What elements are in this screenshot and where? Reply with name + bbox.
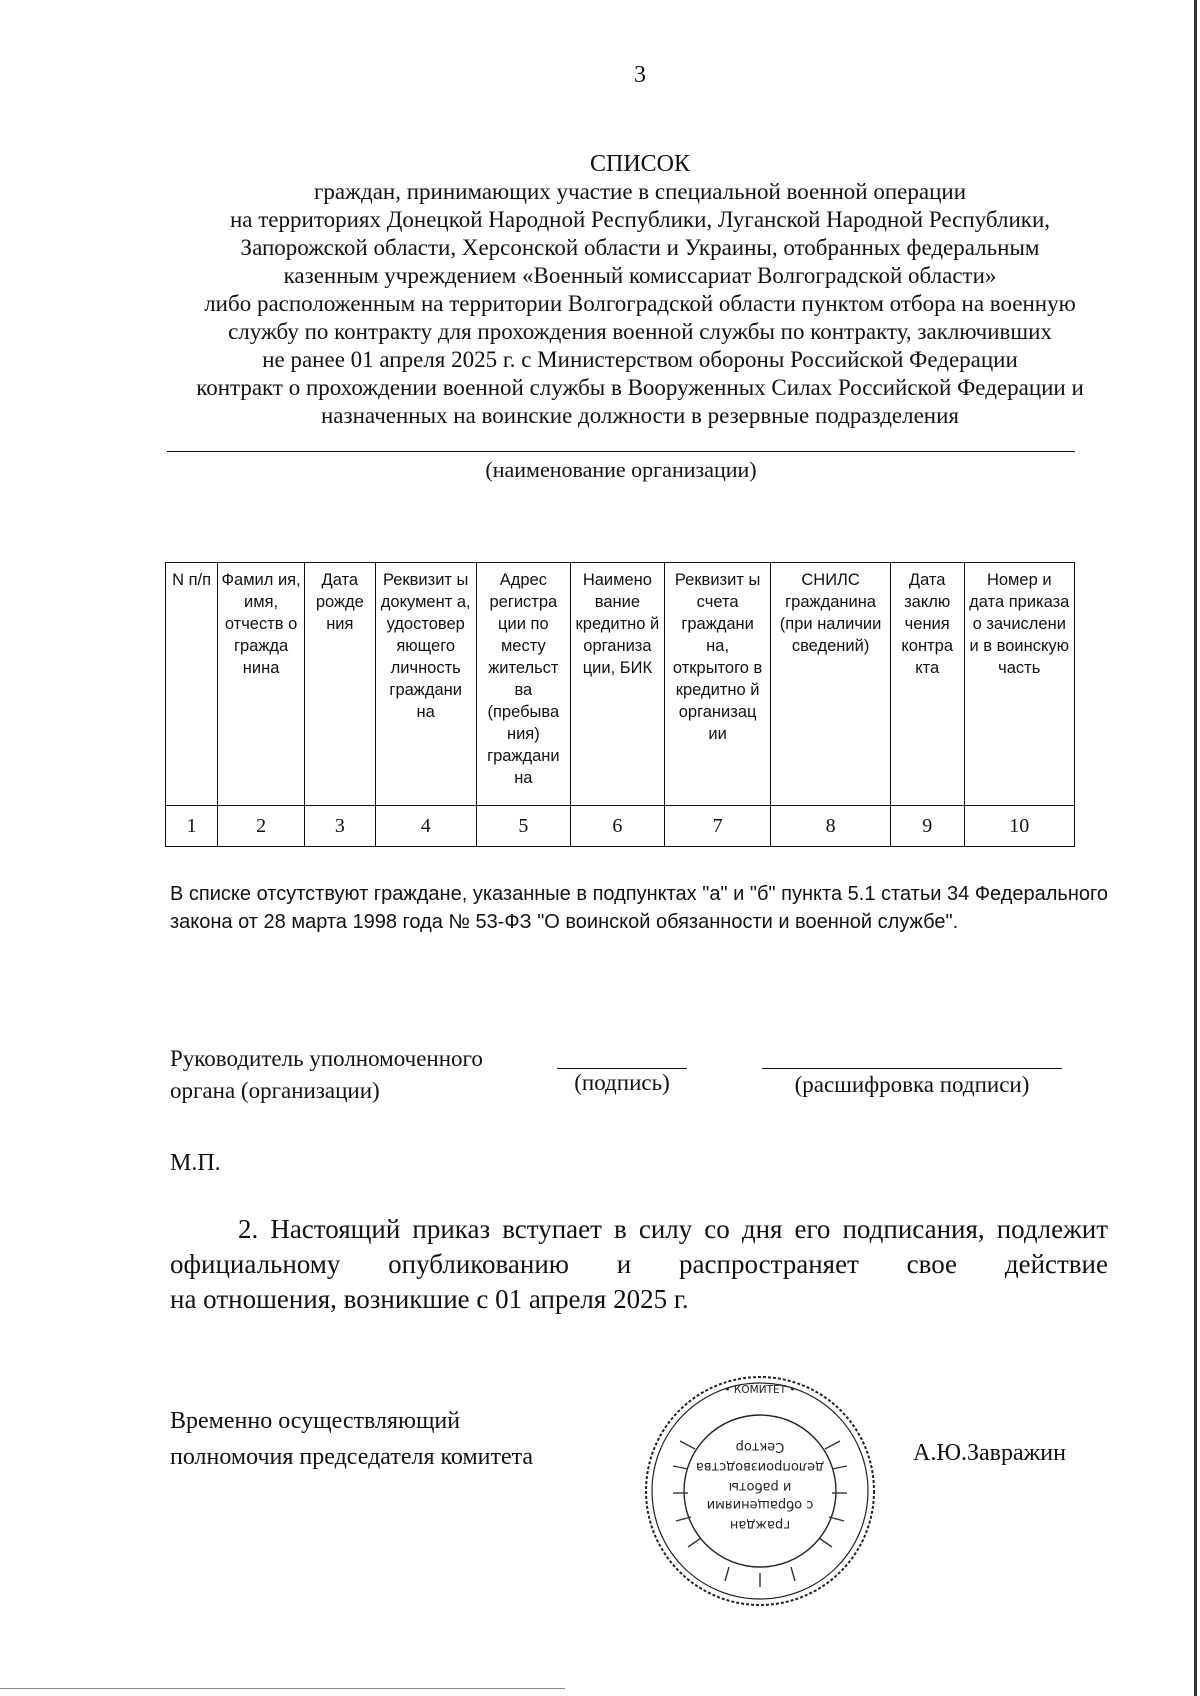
table-cell: 1 bbox=[166, 806, 218, 847]
title-line: либо расположенным на территории Волгоградской области пунктом отбора на военную bbox=[204, 291, 1076, 316]
col-header-birth-date: Дата рожде ния bbox=[305, 563, 376, 806]
exclusion-note: В списке отсутствуют граждане, указанные в подпунктах "а" и "б" пункта 5.1 статьи 34 Федерального закона от 28 марта 1998 года № 53-ФЗ "О воинской обязанности и военной службе". bbox=[170, 883, 1108, 933]
col-header-id-document: Реквизит ы документ а, удостовер яющего личность граждани на bbox=[375, 563, 476, 806]
authority-role-line: органа (организации) bbox=[170, 1078, 380, 1103]
decode-caption: (расшифровка подписи) bbox=[794, 1072, 1030, 1097]
svg-text:и работы: и работы bbox=[728, 1479, 792, 1494]
title-line: не ранее 01 апреля 2025 г. с Министерством обороны Российской Федерации bbox=[262, 347, 1018, 372]
title-line: контракт о прохождении военной службы в Вооруженных Силах Российской Федерации и bbox=[196, 375, 1084, 400]
authority-role bbox=[170, 1043, 483, 1107]
citizens-table bbox=[165, 562, 1075, 847]
official-seal-stamp bbox=[640, 1371, 880, 1611]
organization-blank-line bbox=[167, 451, 1075, 452]
col-header-snils: СНИЛС гражданина (при наличии сведений) bbox=[771, 563, 891, 806]
col-header-account: Реквизит ы счета граждани на, открытого в кредитно й организац ии bbox=[664, 563, 770, 806]
signatory-position bbox=[170, 1403, 533, 1475]
signatory-position-line: Временно осуществляющий bbox=[170, 1408, 461, 1434]
table-cell: 6 bbox=[570, 806, 664, 847]
signatory-position-line: полномочия председателя комитета bbox=[170, 1444, 534, 1470]
title-line: службу по контракту для прохождения военной службы по контракту, заключивших bbox=[228, 319, 1052, 344]
col-header-full-name: Фамил ия, имя, отчеств о гражда нина bbox=[218, 563, 305, 806]
title-line: граждан, принимающих участие в специальной военной операции bbox=[313, 179, 967, 204]
table-cell: 9 bbox=[890, 806, 964, 847]
authority-role-line: Руководитель уполномоченного bbox=[170, 1046, 483, 1071]
signature-blank-line bbox=[557, 1068, 687, 1069]
page-bottom-rule bbox=[0, 1688, 565, 1689]
svg-text:делопроизводства: делопроизводства bbox=[695, 1459, 825, 1474]
col-header-bank: Наимено вание кредитно й организа ции, БИК bbox=[570, 563, 664, 806]
col-header-number: N п/п bbox=[166, 563, 218, 806]
svg-text:• КОМИТЕТ •: • КОМИТЕТ • bbox=[724, 1384, 796, 1396]
scan-edge-line bbox=[1194, 0, 1197, 1696]
organization-caption: (наименование организации) bbox=[485, 457, 757, 482]
table-header-row bbox=[166, 563, 1075, 806]
clause-text-end: на отношения, возникшие с 01 апреля 2025 г. bbox=[170, 1284, 689, 1314]
svg-text:Сектор: Сектор bbox=[735, 1439, 785, 1454]
table-cell: 2 bbox=[218, 806, 305, 847]
svg-text:граждан: граждан bbox=[729, 1517, 791, 1532]
signatory-name: А.Ю.Завражин bbox=[913, 1440, 1066, 1466]
document-title: СПИСОК bbox=[589, 151, 691, 177]
svg-text:с обращениями: с обращениями bbox=[706, 1497, 814, 1512]
document-title-block bbox=[165, 150, 1115, 430]
table-cell: 5 bbox=[476, 806, 570, 847]
page-number: 3 bbox=[634, 62, 646, 88]
col-header-contract-date: Дата заклю чения контра кта bbox=[890, 563, 964, 806]
title-line: Запорожской области, Херсонской области и Украины, отобранных федеральным bbox=[240, 235, 1040, 260]
table-cell: 8 bbox=[771, 806, 891, 847]
col-header-order: Номер и дата приказа о зачислени и в воинскую часть bbox=[964, 563, 1075, 806]
table-cell: 7 bbox=[664, 806, 770, 847]
title-line: на территориях Донецкой Народной Республики, Луганской Народной Республики, bbox=[229, 207, 1050, 232]
table-cell: 3 bbox=[305, 806, 376, 847]
decode-blank-line bbox=[762, 1068, 1062, 1069]
title-line: казенным учреждением «Военный комиссариат Волгоградской области» bbox=[283, 263, 997, 288]
table-cell: 4 bbox=[375, 806, 476, 847]
seal-place-mark: М.П. bbox=[170, 1150, 221, 1176]
table-number-row bbox=[166, 806, 1075, 847]
col-header-address: Адрес регистра ции по месту жительст ва (пребыва ния) граждани на bbox=[476, 563, 570, 806]
signature-caption: (подпись) bbox=[574, 1070, 670, 1095]
title-line: назначенных на воинские должности в резервные подразделения bbox=[321, 403, 959, 428]
clause-text: 2. Настоящий приказ вступает в силу со дня его подписания, подлежит официальному опубликованию и распространяет свое действие bbox=[170, 1214, 1108, 1279]
table-cell: 10 bbox=[964, 806, 1075, 847]
clause-2 bbox=[170, 1212, 1108, 1317]
